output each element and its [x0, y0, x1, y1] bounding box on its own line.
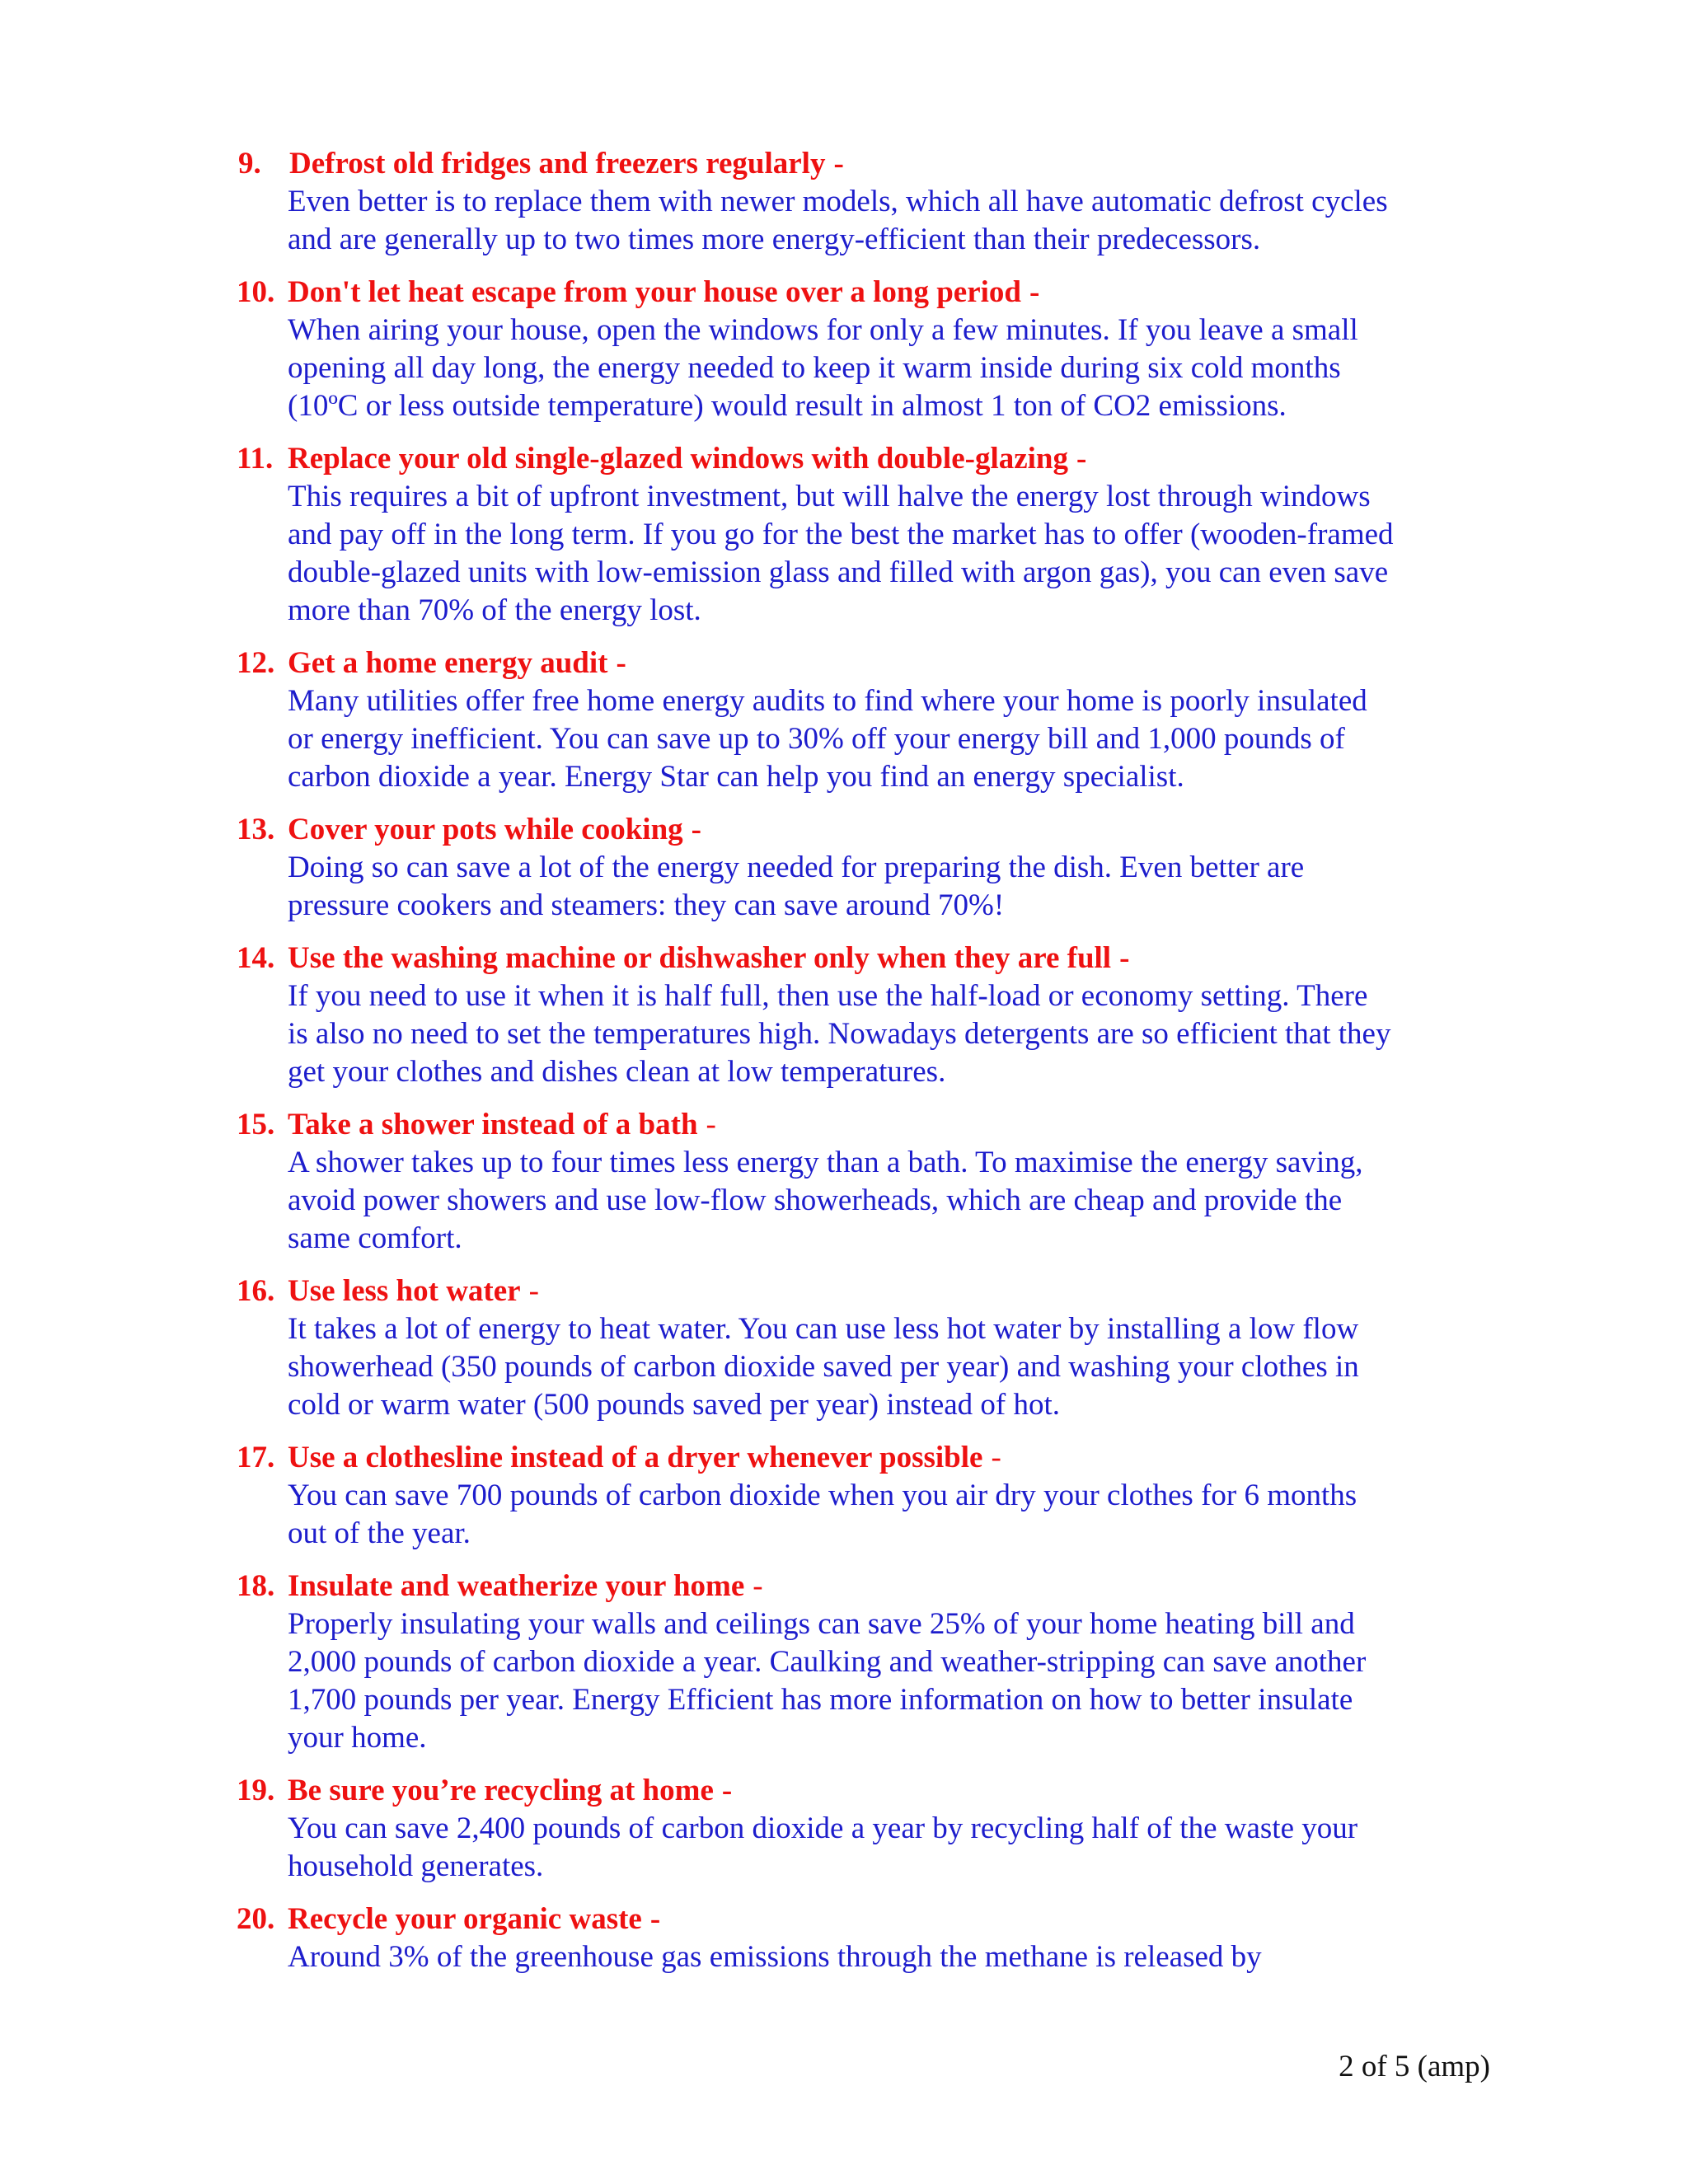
tip-dash: -	[691, 813, 701, 846]
tip-body-line: Doing so can save a lot of the energy needed for preparing the dish. Even better are	[288, 851, 1305, 884]
tip-heading	[237, 1772, 1522, 1810]
tip-title: Be sure you’re recycling at home	[288, 1774, 714, 1807]
tip-number: 14.	[237, 941, 275, 975]
tip-title: Use the washing machine or dishwasher only when they are full	[288, 941, 1112, 975]
tip-number: 17.	[237, 1441, 275, 1474]
tip-body-line: household generates.	[288, 1849, 544, 1883]
tip-item	[237, 811, 1522, 925]
tip-body	[288, 682, 1522, 796]
tip-heading	[237, 940, 1522, 977]
tip-dash: -	[1119, 941, 1130, 975]
tip-body	[288, 1477, 1522, 1553]
tip-dash: -	[1029, 275, 1040, 309]
tip-number: 18.	[237, 1569, 275, 1603]
tip-body-line: get your clothes and dishes clean at low temperatures.	[288, 1055, 946, 1089]
tip-heading	[237, 1568, 1522, 1605]
tip-heading	[237, 145, 1522, 183]
tip-item	[237, 1272, 1522, 1424]
tip-title: Use a clothesline instead of a dryer whenever possible	[288, 1441, 983, 1474]
tip-number: 20.	[237, 1902, 275, 1936]
tips-list	[237, 145, 1522, 1991]
tip-item	[237, 1568, 1522, 1757]
tip-dash: -	[833, 147, 844, 180]
tip-body-line: It takes a lot of energy to heat water. You can use less hot water by installing a low flow	[288, 1312, 1359, 1346]
tip-body-line: Properly insulating your walls and ceilings can save 25% of your home heating bill and	[288, 1607, 1355, 1641]
tip-number: 16.	[237, 1274, 275, 1308]
tip-item	[237, 644, 1522, 796]
tip-heading	[237, 644, 1522, 682]
tip-dash: -	[528, 1274, 539, 1308]
tip-title: Recycle your organic waste	[288, 1902, 642, 1936]
tip-number: 13.	[237, 813, 275, 846]
tip-body	[288, 977, 1522, 1091]
tip-item	[237, 145, 1522, 259]
tip-body-line: 2,000 pounds of carbon dioxide a year. Caulking and weather-stripping can save another	[288, 1645, 1367, 1679]
tip-number: 9.	[238, 147, 261, 180]
tip-title: Insulate and weatherize your home	[288, 1569, 745, 1603]
tip-title: Replace your old single-glazed windows with double-glazing	[288, 442, 1069, 476]
tip-body-line: If you need to use it when it is half full, then use the half-load or economy setting. There	[288, 979, 1368, 1013]
tip-body-line: and pay off in the long term. If you go for the best the market has to offer (wooden-framed	[288, 518, 1394, 551]
tip-dash: -	[991, 1441, 1001, 1474]
tip-title: Don't let heat escape from your house over a long period	[288, 275, 1022, 309]
tip-number: 10.	[237, 275, 275, 309]
tip-body	[288, 478, 1522, 630]
tip-body-line: and are generally up to two times more energy-efficient than their predecessors.	[288, 223, 1261, 256]
tip-body-line: This requires a bit of upfront investment, but will halve the energy lost through windows	[288, 480, 1371, 513]
tip-number: 15.	[237, 1108, 275, 1141]
tip-heading	[237, 440, 1522, 478]
page-number: 2 of 5 (amp)	[1339, 2050, 1490, 2083]
tip-item	[237, 274, 1522, 425]
tip-body-line: When airing your house, open the windows for only a few minutes. If you leave a small	[288, 313, 1358, 347]
tip-number: 12.	[237, 646, 275, 680]
tip-body	[288, 1144, 1522, 1258]
tip-heading	[237, 274, 1522, 312]
tip-heading	[237, 811, 1522, 849]
tip-body-line: showerhead (350 pounds of carbon dioxide saved per year) and washing your clothes in	[288, 1350, 1359, 1384]
tip-body-line: is also no need to set the temperatures high. Nowadays detergents are so efficient that they	[288, 1017, 1391, 1051]
tip-body-line: your home.	[288, 1721, 427, 1755]
tip-body-line: pressure cookers and steamers: they can save around 70%!	[288, 888, 1005, 922]
tip-heading	[237, 1900, 1522, 1938]
tip-body	[288, 312, 1522, 425]
tip-body-line: You can save 700 pounds of carbon dioxide when you air dry your clothes for 6 months	[288, 1479, 1357, 1512]
tip-item	[237, 1439, 1522, 1553]
tip-item	[237, 940, 1522, 1091]
tip-title: Take a shower instead of a bath	[288, 1108, 698, 1141]
tip-body-line: opening all day long, the energy needed to keep it warm inside during six cold months	[288, 351, 1341, 385]
tip-body-line: Even better is to replace them with newer models, which all have automatic defrost cycles	[288, 185, 1388, 218]
tip-body-line: same comfort.	[288, 1221, 462, 1255]
tip-title: Use less hot water	[288, 1274, 521, 1308]
tip-title: Cover your pots while cooking	[288, 813, 683, 846]
tip-body-line: avoid power showers and use low-flow showerheads, which are cheap and provide the	[288, 1183, 1343, 1217]
tip-body-line: Many utilities offer free home energy audits to find where your home is poorly insulated	[288, 684, 1367, 718]
tip-body-line: cold or warm water (500 pounds saved per year) instead of hot.	[288, 1388, 1061, 1422]
tip-body-line: Around 3% of the greenhouse gas emissions through the methane is released by	[288, 1940, 1262, 1974]
tip-body-line: (10ºC or less outside temperature) would result in almost 1 ton of CO2 emissions.	[288, 389, 1287, 423]
tip-body	[288, 1938, 1522, 1976]
tip-dash: -	[721, 1774, 733, 1807]
tip-number: 19.	[237, 1774, 275, 1807]
tip-dash: -	[616, 646, 626, 680]
tip-item	[237, 1772, 1522, 1886]
tip-title: Defrost old fridges and freezers regularly	[289, 147, 826, 180]
tip-body-line: carbon dioxide a year. Energy Star can help you find an energy specialist.	[288, 760, 1184, 794]
tip-body-line: double-glazed units with low-emission glass and filled with argon gas), you can even save	[288, 555, 1389, 589]
tip-body-line: more than 70% of the energy lost.	[288, 593, 701, 627]
tip-body	[288, 1810, 1522, 1886]
tip-body	[288, 1605, 1522, 1757]
tip-heading	[237, 1439, 1522, 1477]
tip-body-line: A shower takes up to four times less energy than a bath. To maximise the energy saving,	[288, 1146, 1363, 1179]
tip-body	[288, 1310, 1522, 1424]
tip-number: 11.	[237, 442, 274, 476]
tip-dash: -	[706, 1108, 716, 1141]
tip-dash: -	[753, 1569, 763, 1603]
tip-body-line: 1,700 pounds per year. Energy Efficient has more information on how to better insulate	[288, 1683, 1353, 1717]
tip-body	[288, 183, 1522, 259]
tip-title: Get a home energy audit	[288, 646, 608, 680]
tip-item	[237, 1106, 1522, 1258]
tip-body-line: or energy inefficient. You can save up to 30% off your energy bill and 1,000 pounds of	[288, 722, 1345, 756]
tip-heading	[237, 1106, 1522, 1144]
tip-dash: -	[1076, 442, 1087, 476]
tip-item	[237, 1900, 1522, 1976]
tip-body	[288, 849, 1522, 925]
tip-body-line: out of the year.	[288, 1516, 471, 1550]
tip-item	[237, 440, 1522, 630]
tip-heading	[237, 1272, 1522, 1310]
tip-dash: -	[649, 1902, 661, 1936]
tip-body-line: You can save 2,400 pounds of carbon dioxide a year by recycling half of the waste your	[288, 1811, 1358, 1845]
